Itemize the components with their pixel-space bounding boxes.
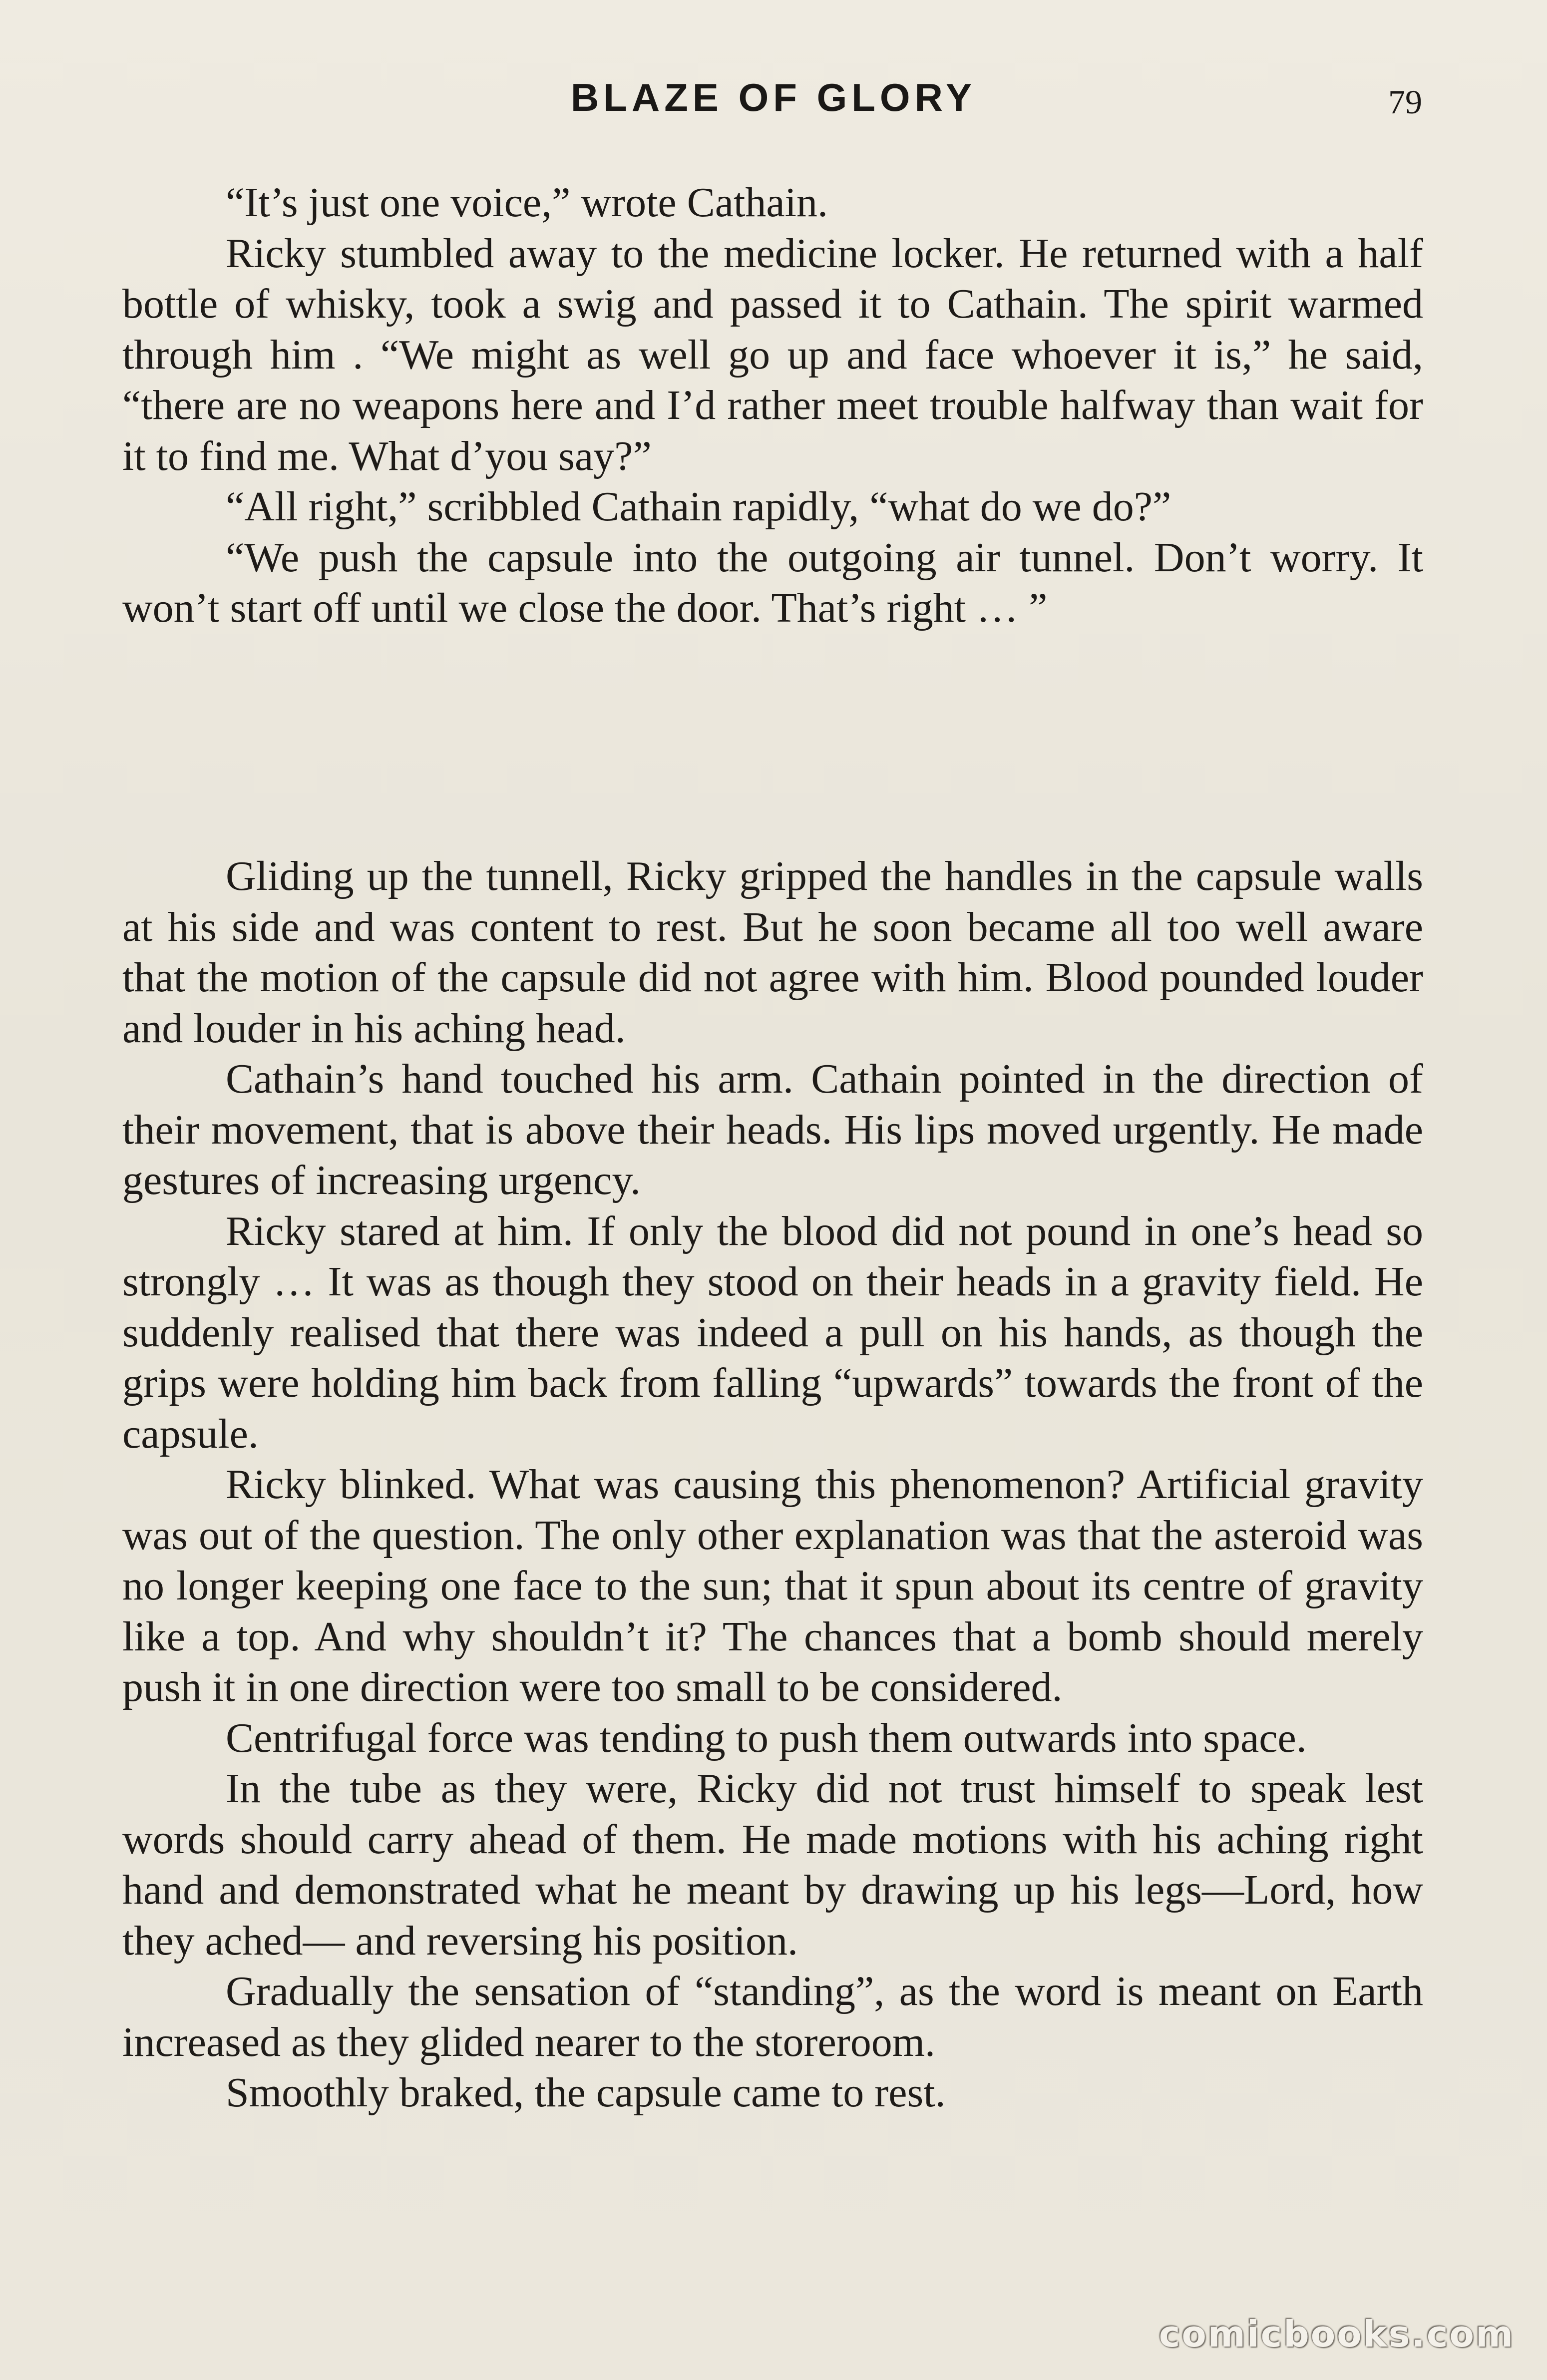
paragraph: “We push the capsule into the outgoing air tunnel. Don’t worry. It won’t start off until we close the door. That’s right … ” — [122, 534, 1423, 631]
paragraph: Smoothly braked, the capsule came to rest. — [226, 2069, 946, 2116]
paragraph: Cathain’s hand touched his arm. Cathain pointed in the direction of their movement, that is above their heads. His lips moved urgently. He made gestures of increasing urgency. — [122, 1056, 1423, 1203]
paragraph: Ricky stumbled away to the medicine locker. He returned with a half bottle of whisky, took a swig and passed it to Cathain. The spirit warmed through him . “We might as well go up and face whoever it is,” he said, “there are no weapons here and I’d rather meet trouble halfway than wait for it to find me. What d’you say?” — [122, 230, 1423, 479]
running-head: BLAZE OF GLORY — [570, 75, 977, 119]
paragraph: “All right,” scribbled Cathain rapidly, “what do we do?” — [226, 483, 1171, 530]
page-number: 79 — [1388, 83, 1422, 121]
paragraph: “It’s just one voice,” wrote Cathain. — [226, 179, 828, 226]
paragraph: Gliding up the tunnell, Ricky gripped the handles in the capsule walls at his side and was content to rest. But he soon became all too well aware that the motion of the capsule did not agree with him. Blood pounded louder and louder in his aching head. — [122, 853, 1423, 1052]
paragraph: Gradually the sensation of “standing”, as the word is meant on Earth increased as they glided nearer to the storeroom. — [122, 1968, 1423, 2065]
text-section-2 — [122, 851, 1423, 2118]
paragraph: Ricky stared at him. If only the blood did not pound in one’s head so strongly … It was as though they stood on their heads in a gravity field. He suddenly realised that there was indeed a pull on his hands, as though the grips were holding him back from falling “upwards” towards the front of the capsule. — [122, 1207, 1423, 1457]
text-section-1 — [122, 177, 1423, 634]
paragraph: Centrifugal force was tending to push them outwards into space. — [226, 1714, 1307, 1761]
paragraph: Ricky blinked. What was causing this phenomenon? Artificial gravity was out of the question. The only other explanation was that the asteroid was no longer keeping one face to the sun; that it spun about its centre of gravity like a top. And why shouldn’t it? The chances that a bomb should merely push it in one direction were too small to be considered. — [122, 1461, 1423, 1710]
paragraph: In the tube as they were, Ricky did not trust himself to speak lest words should carry ahead of them. He made motions with his aching right hand and demonstrated what he meant by drawing up his legs—Lord, how they ached— and reversing his position. — [122, 1765, 1423, 1964]
site-watermark: comicbooks.com — [1159, 2313, 1515, 2355]
